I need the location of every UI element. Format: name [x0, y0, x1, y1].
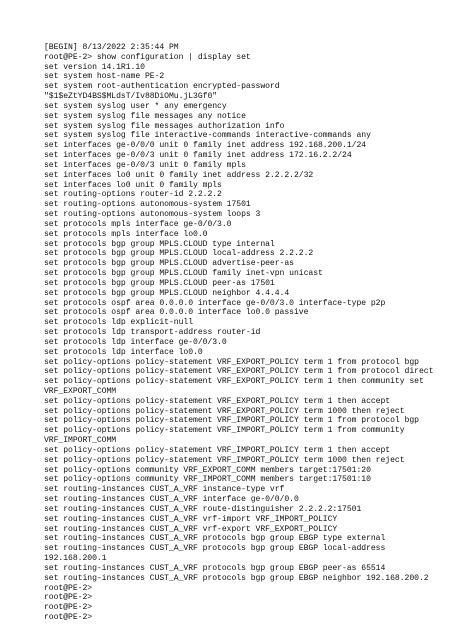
terminal-line: [BEGIN] 8/13/2022 2:35:44 PM: [44, 43, 179, 52]
terminal-line: root@PE-2>: [44, 603, 93, 613]
terminal-line: set routing-options autonomous-system 17501: [44, 200, 251, 210]
terminal-line: set routing-instances CUST_A_VRF vrf-export VRF_EXPORT_POLICY: [44, 524, 338, 534]
terminal-line: set routing-instances CUST_A_VRF protocols bgp group EBGP peer-as 65514: [44, 563, 386, 573]
terminal-line: set routing-options autonomous-system loops 3: [44, 210, 261, 220]
terminal-line: set routing-instances CUST_A_VRF vrf-import VRF_IMPORT_POLICY: [44, 514, 338, 524]
terminal-line: set policy-options policy-statement VRF_IMPORT_POLICY term 1 from protocol bgp: [44, 416, 419, 426]
terminal-line: set protocols bgp group MPLS.CLOUD family inet-vpn unicast: [44, 269, 323, 279]
terminal-line: set routing-options router-id 2.2.2.2: [44, 190, 222, 200]
terminal-line: set policy-options policy-statement VRF_EXPORT_POLICY term 1 from protocol bgp: [44, 357, 419, 367]
terminal-line: set protocols ospf area 0.0.0.0 interface ge-0/0/3.0 interface-type p2p: [44, 298, 386, 308]
terminal-line: set protocols bgp group MPLS.CLOUD peer-as 17501: [44, 278, 275, 288]
terminal-output: [44, 43, 469, 623]
terminal-line: set protocols ldp interface ge-0/0/3.0: [44, 337, 227, 347]
terminal-line: set protocols bgp group MPLS.CLOUD advertise-peer-as: [44, 259, 294, 269]
terminal-line: set policy-options policy-statement VRF_IMPORT_POLICY term 1 from community: [44, 426, 405, 436]
terminal-line: set protocols ldp interface lo0.0: [44, 347, 203, 357]
terminal-line: set policy-options policy-statement VRF_IMPORT_POLICY term 1 then accept: [44, 445, 391, 455]
terminal-line: set system syslog user * any emergency: [44, 101, 227, 111]
terminal-line: 192.168.200.1: [44, 554, 107, 564]
terminal-line: set policy-options policy-statement VRF_EXPORT_POLICY term 1 then accept: [44, 396, 391, 406]
terminal-line: VRF_EXPORT_COMM: [44, 386, 117, 396]
terminal-line: root@PE-2>: [44, 593, 93, 603]
terminal-line: set routing-instances CUST_A_VRF protocols bgp group EBGP type external: [44, 534, 386, 544]
terminal-line: VRF_IMPORT_COMM: [44, 436, 117, 446]
terminal-line: set protocols bgp group MPLS.CLOUD type internal: [44, 239, 275, 249]
terminal-line: set system root-authentication encrypted-password: [44, 82, 280, 92]
terminal-line: set interfaces ge-0/0/0 unit 0 family inet address 192.168.200.1/24: [44, 141, 367, 151]
terminal-line: set system syslog file messages authorization info: [44, 121, 285, 131]
terminal-line: set protocols ldp transport-address router-id: [44, 328, 261, 338]
terminal-line: set protocols bgp group MPLS.CLOUD neighbor 4.4.4.4: [44, 288, 290, 298]
terminal-line: root@PE-2>: [44, 613, 93, 623]
terminal-line: set routing-instances CUST_A_VRF instance-type vrf: [44, 485, 285, 495]
terminal-line: set protocols bgp group MPLS.CLOUD local-address 2.2.2.2: [44, 249, 314, 259]
terminal-line: set routing-instances CUST_A_VRF route-distinguisher 2.2.2.2:17501: [44, 504, 362, 514]
terminal-line: set policy-options policy-statement VRF_EXPORT_POLICY term 1 from protocol direct: [44, 367, 434, 377]
terminal-line: set protocols mpls interface lo0.0: [44, 229, 208, 239]
terminal-line: set policy-options policy-statement VRF_IMPORT_POLICY term 1000 then reject: [44, 455, 405, 465]
terminal-line: root@PE-2>: [44, 583, 93, 593]
terminal-line: set policy-options community VRF_EXPORT_COMM members target:17501:20: [44, 465, 371, 475]
terminal-line: root@PE-2> show configuration | display set: [44, 52, 251, 62]
terminal-line: set policy-options policy-statement VRF_EXPORT_POLICY term 1 then community set: [44, 377, 424, 387]
terminal-line: set system syslog file messages any notice: [44, 111, 246, 121]
terminal-line: set system syslog file interactive-commands interactive-commands any: [44, 131, 371, 141]
terminal-line: set system host-name PE-2: [44, 72, 165, 82]
terminal-line: set routing-instances CUST_A_VRF protocols bgp group EBGP neighbor 192.168.200.2: [44, 573, 429, 583]
terminal-line: "$1$eZtYD4BS$MLdsT/Iv88DiOMu.jL3Gf0": [44, 92, 218, 102]
terminal-line: set interfaces ge-0/0/3 unit 0 family mpls: [44, 160, 246, 170]
terminal-line: set protocols mpls interface ge-0/0/3.0: [44, 219, 232, 229]
terminal-line: set routing-instances CUST_A_VRF protocols bgp group EBGP local-address: [44, 544, 386, 554]
terminal-line: set routing-instances CUST_A_VRF interface ge-0/0/0.0: [44, 495, 299, 505]
terminal-line: set interfaces lo0 unit 0 family mpls: [44, 180, 222, 190]
terminal-line: set policy-options policy-statement VRF_EXPORT_POLICY term 1000 then reject: [44, 406, 405, 416]
terminal-line: set protocols ospf area 0.0.0.0 interface lo0.0 passive: [44, 308, 309, 318]
terminal-line: set protocols ldp explicit-null: [44, 318, 194, 328]
terminal-line: set interfaces lo0 unit 0 family inet address 2.2.2.2/32: [44, 170, 314, 180]
terminal-line: set policy-options community VRF_IMPORT_COMM members target:17501:10: [44, 475, 371, 485]
terminal-line: set interfaces ge-0/0/3 unit 0 family inet address 172.16.2.2/24: [44, 151, 352, 161]
terminal-line: set version 14.1R1.10: [44, 62, 145, 72]
